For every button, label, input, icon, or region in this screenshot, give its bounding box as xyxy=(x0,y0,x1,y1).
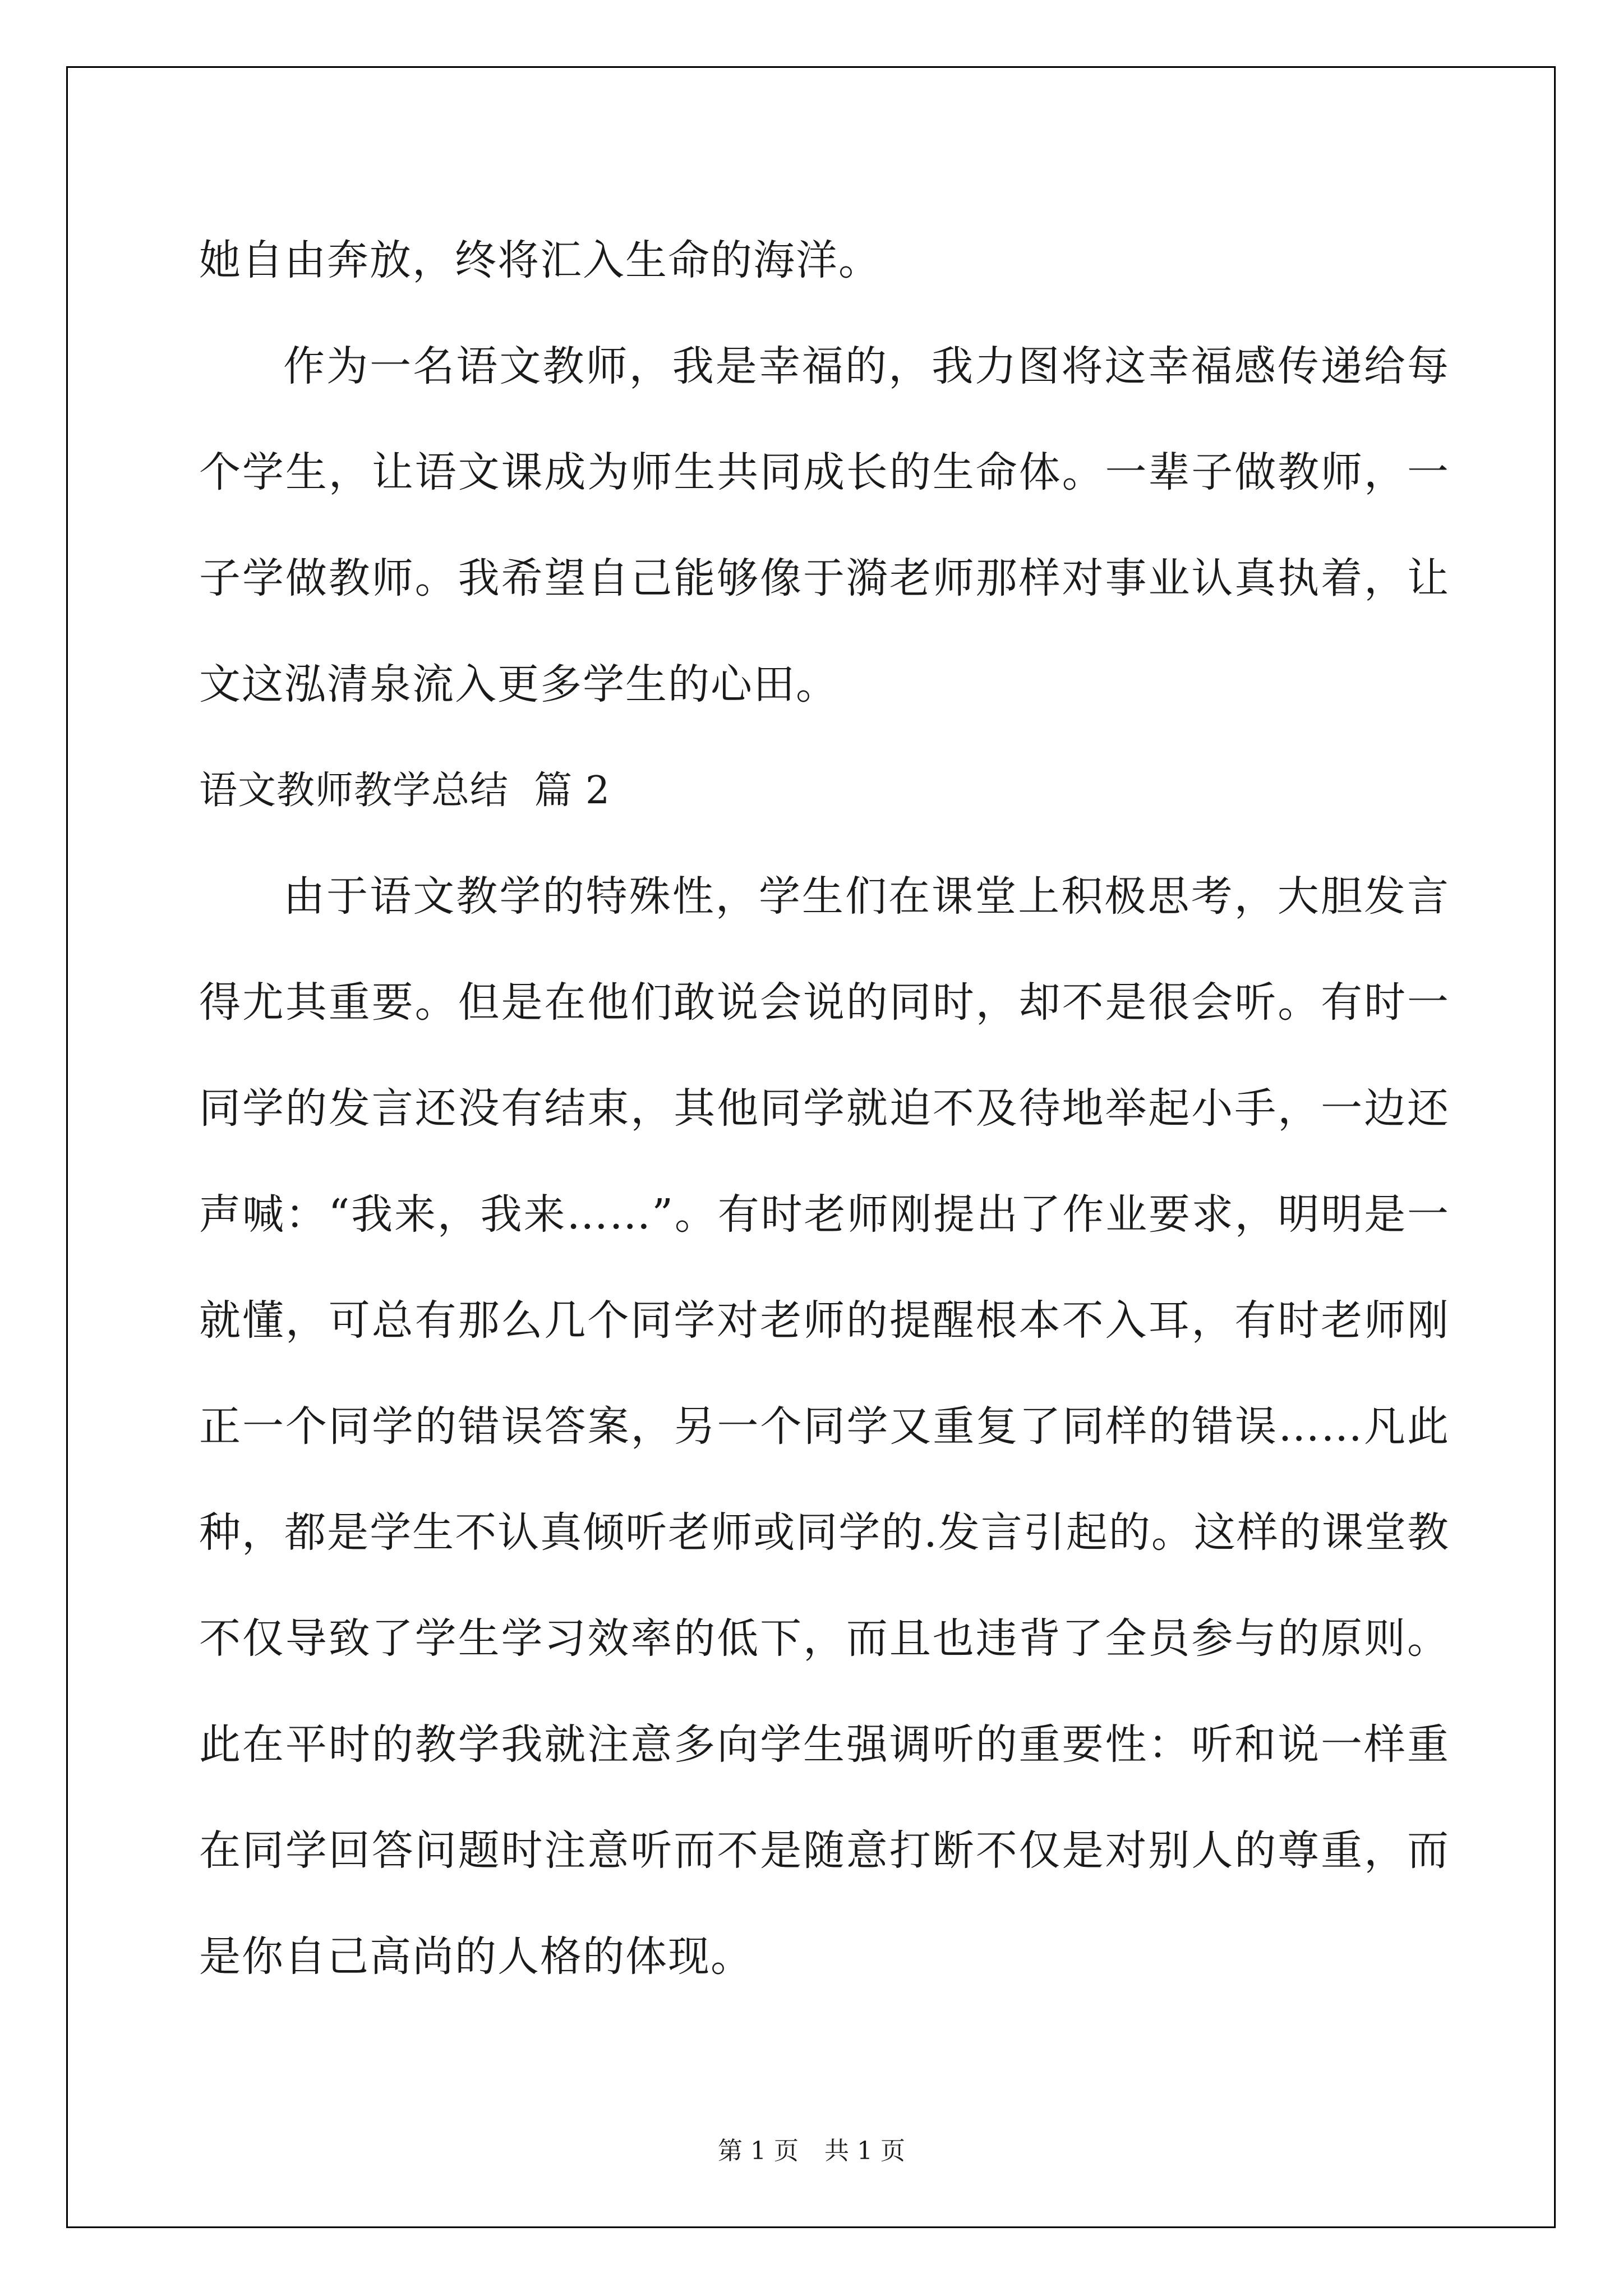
page-total: 共 1 页 xyxy=(824,2137,905,2165)
text-line: 她自由奔放，终将汇入生命的海洋。 xyxy=(199,236,881,284)
text-line: 得尤其重要。但是在他们敢说会说的同时，却不是很会听。有时一 xyxy=(199,978,1450,1027)
text-line: 作为一名语文教师，我是幸福的，我力图将这幸福感传递给每 xyxy=(283,342,1450,390)
text-line: 声喊：“我来，我来……”。有时老师刚提出了作业要求，明明是一 xyxy=(199,1190,1450,1239)
text-line: 就懂，可总有那么几个同学对老师的提醒根本不入耳，有时老师刚 xyxy=(199,1296,1450,1345)
page-number: 第 1 页 xyxy=(718,2137,799,2165)
text-line: 文这泓清泉流入更多学生的心田。 xyxy=(199,660,838,708)
text-line: 同学的发言还没有结束，其他同学就迫不及待地举起小手，一边还 xyxy=(199,1084,1450,1133)
text-line: 正一个同学的错误答案，另一个同学又重复了同样的错误……凡此 xyxy=(199,1402,1450,1451)
paragraph-continuation xyxy=(199,208,1450,314)
text-line: 是你自己高尚的人格的体现。 xyxy=(199,1932,753,1981)
text-line: 在同学回答问题时注意听而不是随意打断不仅是对别人的尊重，而 xyxy=(199,1826,1450,1875)
paragraph-teacher xyxy=(199,314,1450,738)
text-line: 由于语文教学的特殊性，学生们在课堂上积极思考，大胆发言 xyxy=(283,872,1450,921)
text-line: 子学做教师。我希望自己能够像于漪老师那样对事业认真执着，让 xyxy=(199,554,1450,602)
text-line: 不仅导致了学生学习效率的低下，而且也违背了全员参与的原则。 xyxy=(199,1614,1450,1663)
text-line: 个学生，让语文课成为师生共同成长的生命体。一辈子做教师，一 xyxy=(199,448,1450,496)
section-heading: 语文教师教学总结 篇 2 xyxy=(199,769,611,813)
page-footer xyxy=(0,2134,1623,2168)
text-line: 种，都是学生不认真倾听老师或同学的.发言引起的。这样的课堂教 xyxy=(199,1508,1450,1557)
document-body xyxy=(199,208,1450,2010)
text-line: 此在平时的教学我就注意多向学生强调听的重要性：听和说一样重 xyxy=(199,1720,1450,1769)
paragraph-listening xyxy=(199,844,1450,2010)
